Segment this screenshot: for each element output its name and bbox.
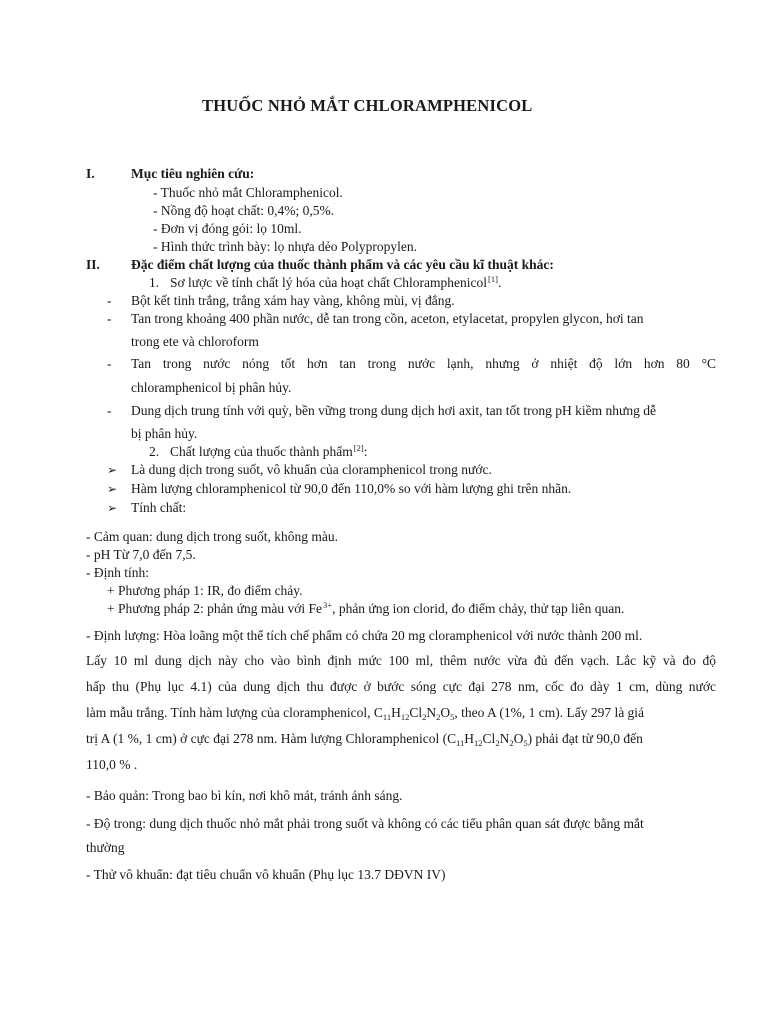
assay-line: hấp thu (Phụ lục 4.1) của dung dịch thu được ở bước sóng cực đại 278 nm, cốc đo dày 1 cm, dùng nước (86, 679, 716, 694)
quality-item: Là dung dịch trong suốt, vô khuẩn của cloramphenicol trong nước. (131, 462, 492, 477)
assay-line: trị A (1 %, 1 cm) ở cực đại 278 nm. Hàm lượng Chloramphenicol $(C_{11}H_{12}Cl_2N_2O_5)$ phải đạt từ 90,0 đến (86, 731, 643, 748)
reference-mark: [2] (353, 443, 364, 453)
property-item: Tan trong khoảng 400 phần nước, dễ tan trong cồn, aceton, etylacetat, propylen glycon, hơi tan (131, 311, 644, 326)
quality-item: Hàm lượng chloramphenicol từ 90,0 đến 110,0% so với hàm lượng ghi trên nhãn. (131, 481, 572, 496)
ph-line: - pH Từ 7,0 đến 7,5. (86, 547, 196, 562)
objective-item: - Đơn vị đóng gói: lọ 10ml. (153, 221, 302, 236)
subsection-1-title: Sơ lược về tính chất lý hóa của hoạt chất Chloramphenicol[1]. (170, 274, 502, 290)
method-1: + Phương pháp 1: IR, đo điểm chảy. (107, 583, 303, 598)
objective-item: - Hình thức trình bày: lọ nhựa dẻo Polypropylen. (153, 239, 417, 254)
arrow-bullet-icon: ➢ (107, 463, 118, 477)
clarity-line: - Độ trong: dung dịch thuốc nhỏ mắt phải trong suốt và không có các tiểu phân quan sát được bằng mắt (86, 816, 644, 831)
bullet-dash: - (107, 311, 112, 326)
section-2-heading: Đặc điểm chất lượng của thuốc thành phẩm và các yêu cầu kĩ thuật khác: (131, 257, 554, 272)
bullet-dash: - (107, 293, 112, 308)
property-item-cont: trong ete và chloroform (131, 334, 259, 349)
assay-line: - Định lượng: Hòa loãng một thể tích chế phẩm có chứa 20 mg cloramphenicol với nước thành 200 ml. (86, 628, 643, 643)
arrow-bullet-icon: ➢ (107, 501, 118, 515)
page-title: THUỐC NHỎ MẮT CHLORAMPHENICOL (202, 96, 533, 115)
subsection-2-number: 2. (149, 444, 160, 459)
objective-item: - Nồng độ hoạt chất: 0,4%; 0,5%. (153, 203, 335, 218)
section-1-heading: Mục tiêu nghiên cứu: (131, 166, 255, 181)
dinh-tinh-heading: - Định tính: (86, 565, 149, 580)
reference-mark: [1] (488, 274, 498, 284)
sterility-line: - Thử vô khuẩn: đạt tiêu chuẩn vô khuẩn (Phụ lục 13.7 DĐVN IV) (86, 867, 446, 882)
cam-quan-line: - Cảm quan: dung dịch trong suốt, không màu. (86, 529, 338, 544)
property-item: Bột kết tinh trắng, trắng xám hay vàng, không mùi, vị đắng. (131, 293, 455, 308)
property-item: Tan trong nước nóng tốt hơn tan trong nước lạnh, nhưng ở nhiệt độ lớn hơn 80 °C (131, 356, 716, 371)
section-1-number: I. (86, 166, 95, 181)
section-2-number: II. (86, 257, 100, 272)
assay-line: 110,0 % . (86, 757, 138, 772)
property-item: Dung dịch trung tính với quỳ, bền vững trong dung dịch hơi axit, tan tốt trong pH kiềm nhưng dễ (131, 403, 656, 418)
objective-item: - Thuốc nhỏ mắt Chloramphenicol. (153, 185, 343, 200)
property-item-cont: chloramphenicol bị phân hủy. (131, 380, 292, 395)
method-2: + Phương pháp 2: phản ứng màu với $Fe^{3+}$, phản ứng ion clorid, đo điểm chảy, thử tạp liên quan. (107, 600, 625, 616)
assay-line: Lấy 10 ml dung dịch này cho vào bình định mức 100 ml, thêm nước vừa đủ đến vạch. Lắc kỹ và đo độ (86, 653, 716, 668)
subsection-1-number: 1. (149, 275, 160, 290)
quality-item: Tính chất: (131, 500, 187, 515)
bullet-dash: - (107, 403, 112, 418)
storage-line: - Bảo quản: Trong bao bì kín, nơi khô mát, tránh ánh sáng. (86, 788, 403, 803)
assay-line: làm mẫu trắng. Tính hàm lượng của cloramphenicol, $C_{11}H_{12}Cl_2N_2O_5$, theo A (1%, 1 cm). Lấy 297 là giá (86, 705, 645, 722)
subsection-2-title: Chất lượng của thuốc thành phẩm[2]: (170, 443, 368, 459)
bullet-dash: - (107, 356, 112, 371)
property-item-cont: bị phân hủy. (131, 426, 198, 441)
arrow-bullet-icon: ➢ (107, 482, 118, 496)
clarity-line-cont: thường (86, 840, 125, 855)
